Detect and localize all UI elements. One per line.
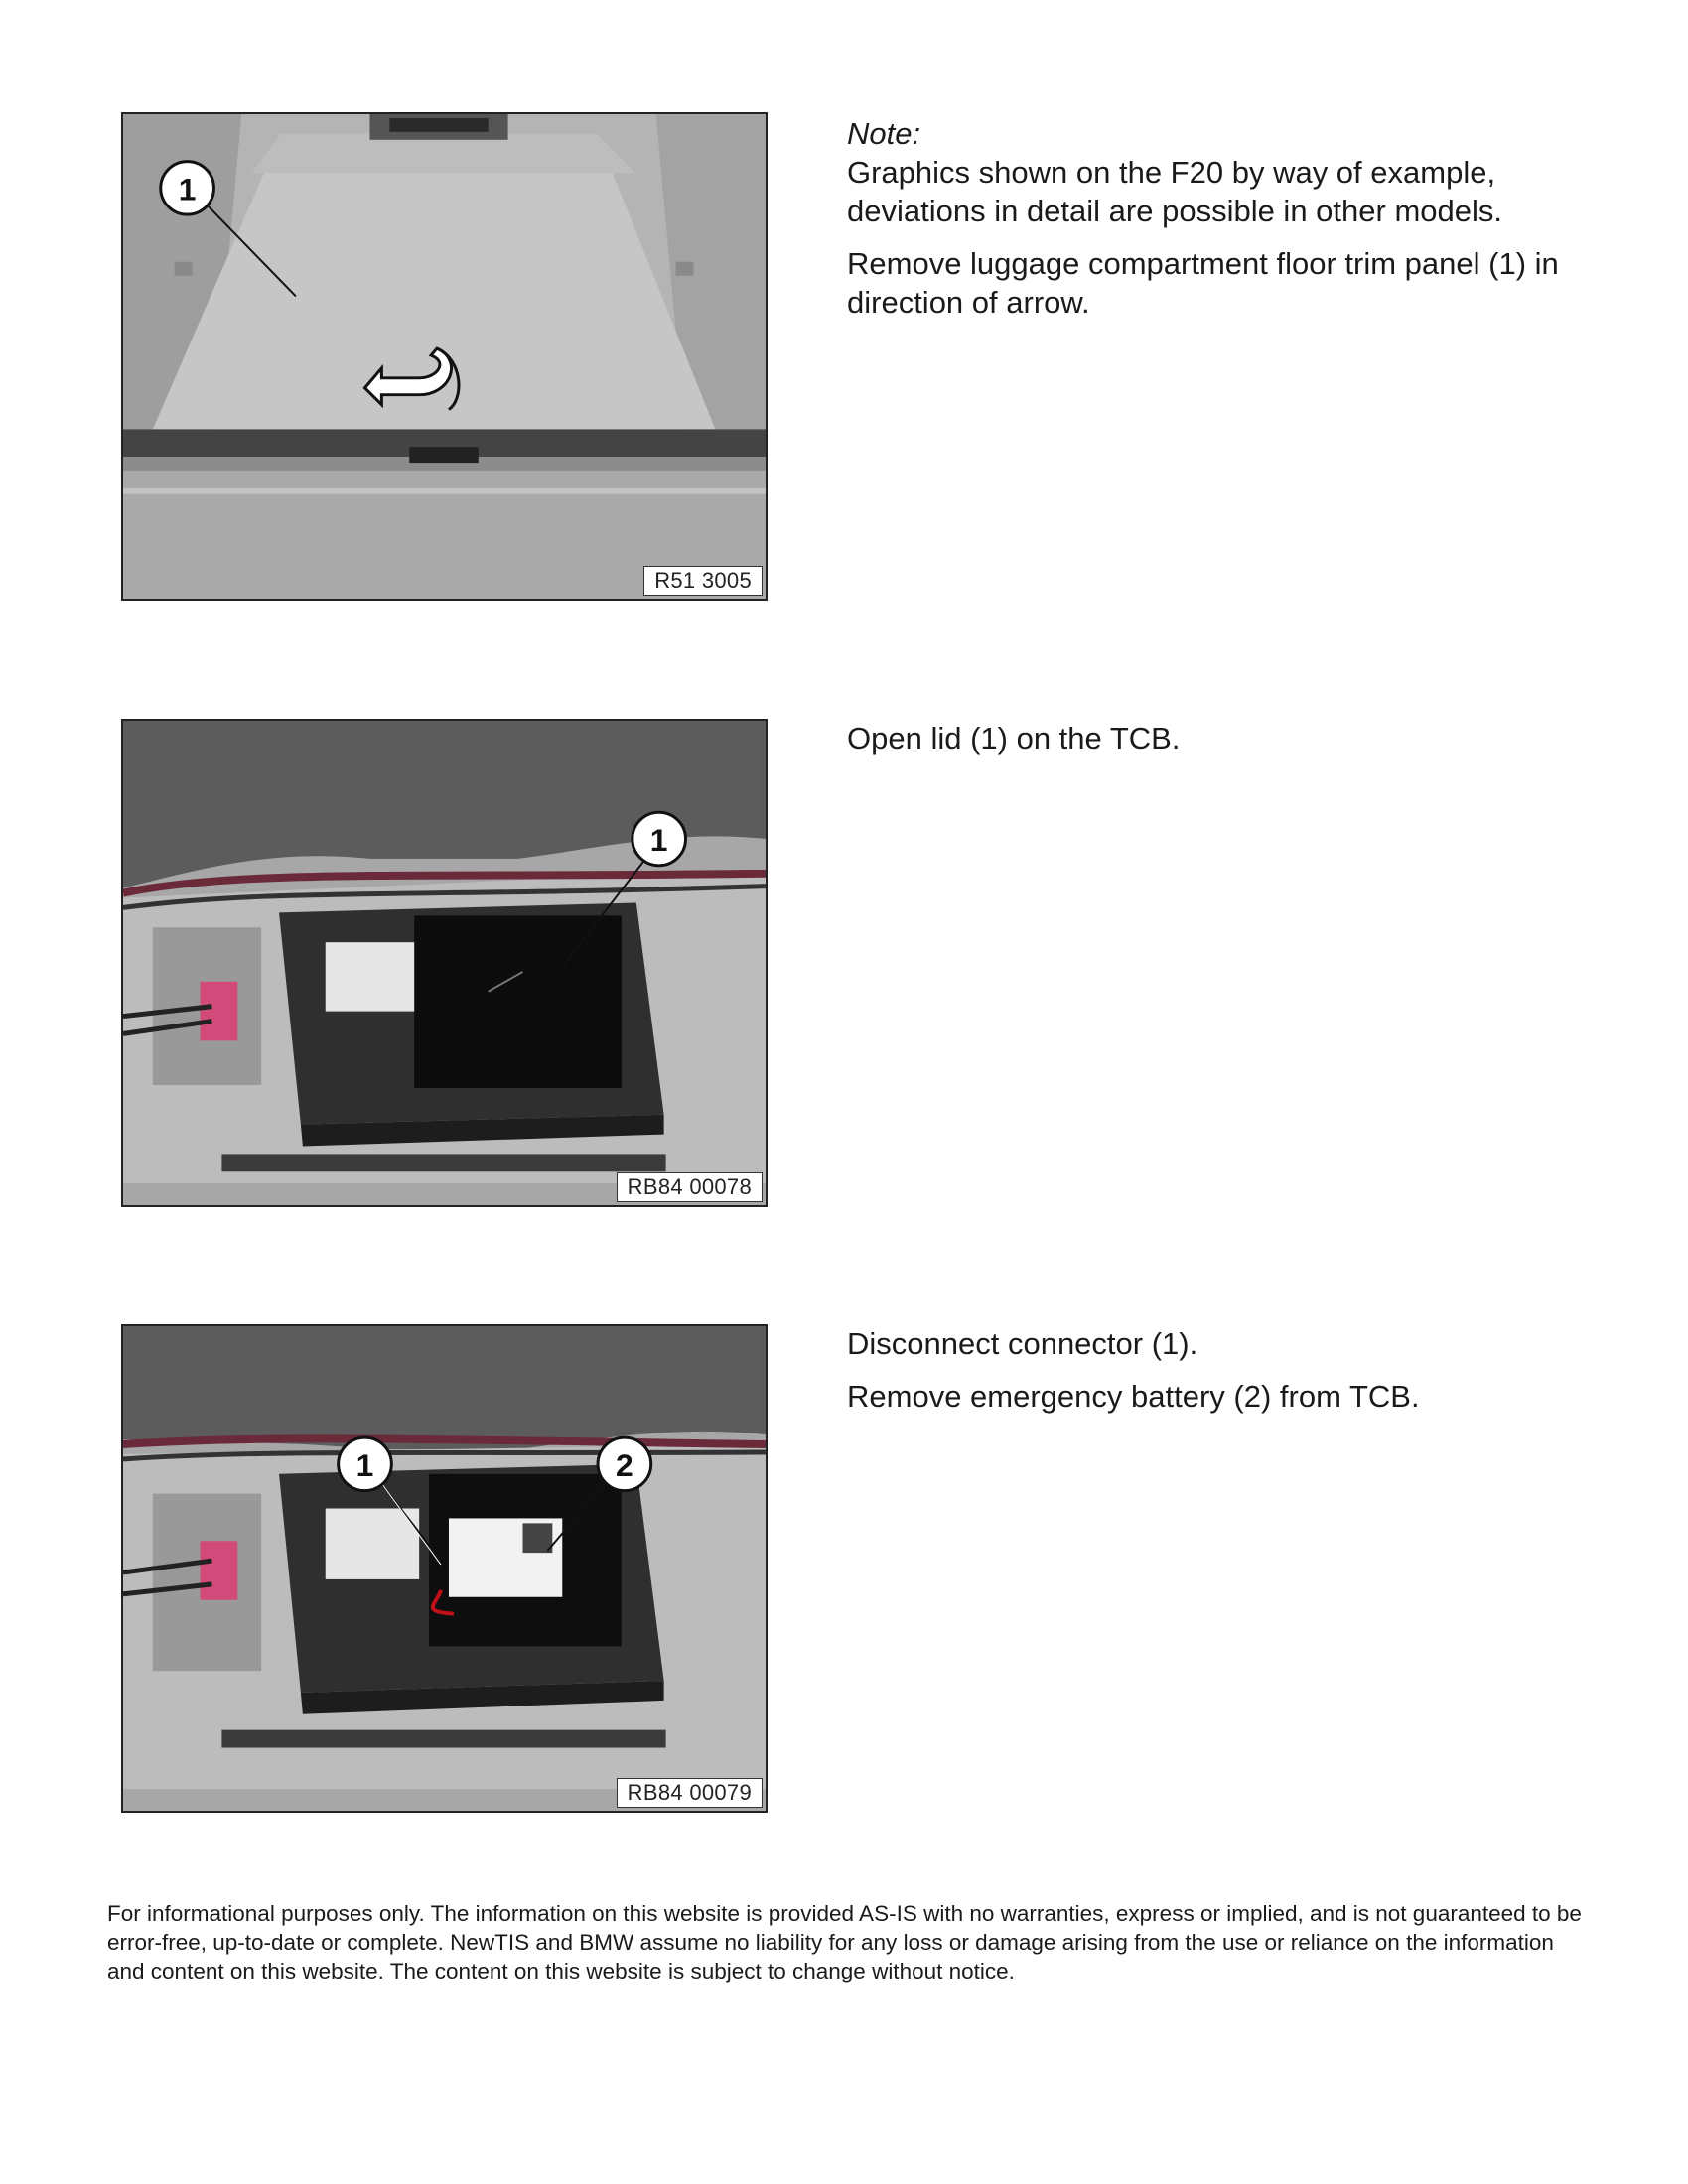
svg-text:1: 1 (649, 821, 668, 858)
callout-marker (161, 162, 214, 215)
figure-id-label: R51 3005 (643, 566, 763, 596)
callout-marker (633, 812, 686, 866)
svg-text:1: 1 (178, 171, 197, 207)
step-2-text (847, 719, 1602, 771)
instruction-text: Disconnect connector (1). (847, 1326, 1198, 1361)
figure-id-label: RB84 00078 (617, 1172, 763, 1202)
svg-text:1: 1 (355, 1446, 374, 1483)
disclaimer-text: For informational purposes only. The information on this website is provided AS-IS with no warranties, express or implied, and is not guaranteed to be error-free, up-to-date or complete. NewTIS and BMW assume no liability for any loss or damage arising from the use or reliance on the information and content on this website. The content on this website is subject to change without notice. (107, 1901, 1582, 1983)
svg-text:2: 2 (616, 1446, 633, 1483)
tcb-module-photo (123, 721, 766, 1205)
callout-marker (339, 1437, 392, 1491)
step-1-text (847, 114, 1602, 336)
luggage-compartment-photo (123, 114, 766, 599)
figure-id-label: RB84 00079 (617, 1778, 763, 1808)
figure-emergency-battery (121, 1324, 768, 1813)
instruction-text: Open lid (1) on the TCB. (847, 721, 1181, 755)
instruction-text: Remove luggage compartment floor trim panel (1) in direction of arrow. (847, 246, 1559, 320)
tcb-battery-photo (123, 1326, 766, 1811)
instruction-text: Remove emergency battery (2) from TCB. (847, 1379, 1420, 1414)
callout-marker (598, 1437, 651, 1491)
note-text: Graphics shown on the F20 by way of example, deviations in detail are possible in other models. (847, 155, 1502, 228)
note-label: Note: (847, 116, 921, 151)
step-3-text (847, 1324, 1602, 1430)
figure-tcb-lid (121, 719, 768, 1207)
figure-floor-trim-panel (121, 112, 768, 601)
